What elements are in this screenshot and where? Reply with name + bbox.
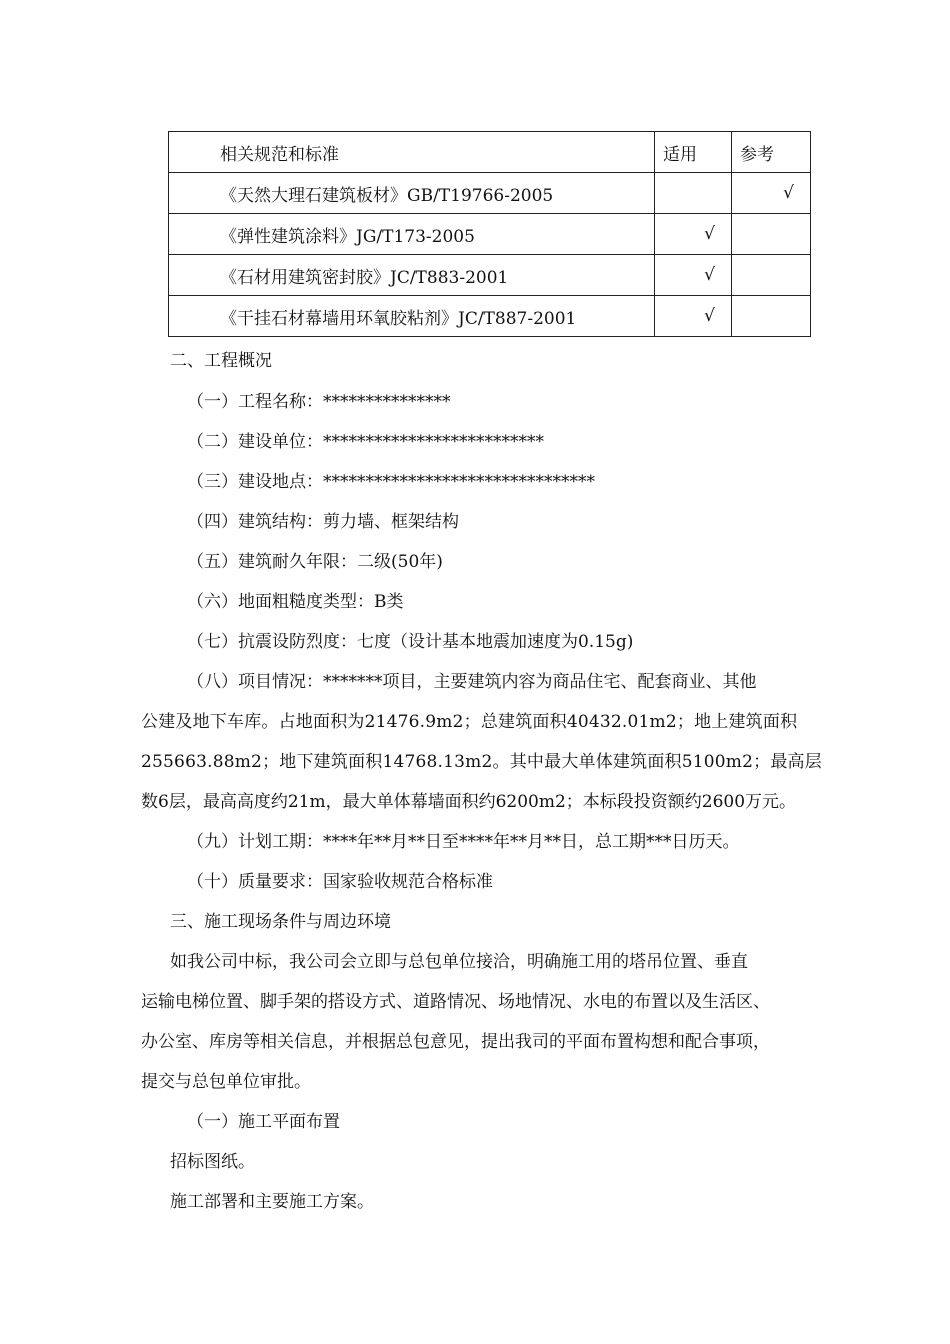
site-paragraph-line: 提交与总包单位审批。 <box>141 1072 311 1092</box>
project-info-line: 公建及地下车库。占地面积为21476.9m2；总建筑面积40432.01m2；地上建筑面积 <box>141 712 798 732</box>
apply-mark <box>655 173 732 214</box>
project-info-line: 数6层，最高高度约21m，最大单体幕墙面积约6200m2；本标段投资额约2600万元。 <box>141 792 797 812</box>
table-row <box>169 173 811 214</box>
reference-mark: √ <box>732 173 811 214</box>
schedule-line: （九）计划工期：****年**月**日至****年**月**日，总工期***日历天。 <box>187 832 740 852</box>
standard-name: 《干挂石材幕墙用环氧胶粘剂》JC/T887-2001 <box>169 296 655 337</box>
site-paragraph-line: 如我公司中标，我公司会立即与总包单位接洽，明确施工用的塔吊位置、垂直 <box>170 952 748 972</box>
layout-subtitle: （一）施工平面布置 <box>187 1112 340 1132</box>
table-header-row <box>169 132 811 173</box>
seismic-line: （七）抗震设防烈度：七度（设计基本地震加速度为0.15g) <box>187 632 634 652</box>
owner-line: （二）建设单位：************************** <box>187 432 544 452</box>
section3-title: 三、施工现场条件与周边环境 <box>170 912 391 932</box>
table-row <box>169 214 811 255</box>
location-line: （三）建设地点：******************************** <box>187 472 595 492</box>
reference-mark <box>732 255 811 296</box>
table-row <box>169 255 811 296</box>
site-paragraph-line: 运输电梯位置、脚手架的搭设方式、道路情况、场地情况、水电的布置以及生活区、 <box>141 992 770 1012</box>
apply-mark: √ <box>655 255 732 296</box>
header-apply: 适用 <box>655 132 732 173</box>
durability-line: （五）建筑耐久年限：二级(50年) <box>187 552 443 572</box>
apply-mark: √ <box>655 296 732 337</box>
project-name-line: （一）工程名称：*************** <box>187 392 451 412</box>
reference-mark <box>732 296 811 337</box>
project-info-line: （八）项目情况：*******项目，主要建筑内容为商品住宅、配套商业、其他 <box>187 672 757 692</box>
header-reference: 参考 <box>732 132 811 173</box>
apply-mark: √ <box>655 214 732 255</box>
header-standard: 相关规范和标准 <box>169 132 655 173</box>
site-paragraph-line: 办公室、库房等相关信息，并根据总包意见，提出我司的平面布置构想和配合事项， <box>141 1032 770 1052</box>
standard-name: 《天然大理石建筑板材》GB/T19766-2005 <box>169 173 655 214</box>
standards-table <box>168 131 811 337</box>
standard-name: 《石材用建筑密封胶》JC/T883-2001 <box>169 255 655 296</box>
quality-line: （十）质量要求：国家验收规范合格标准 <box>187 872 493 892</box>
roughness-line: （六）地面粗糙度类型：B类 <box>187 592 404 612</box>
standard-name: 《弹性建筑涂料》JG/T173-2005 <box>169 214 655 255</box>
table-row <box>169 296 811 337</box>
deployment-line: 施工部署和主要施工方案。 <box>170 1192 374 1212</box>
reference-mark <box>732 214 811 255</box>
structure-line: （四）建筑结构：剪力墙、框架结构 <box>187 512 459 532</box>
section2-title: 二、工程概况 <box>170 351 272 371</box>
tender-drawings-line: 招标图纸。 <box>170 1152 255 1172</box>
project-info-line: 255663.88m2；地下建筑面积14768.13m2。其中最大单体建筑面积5100m2；最高层 <box>141 752 822 772</box>
